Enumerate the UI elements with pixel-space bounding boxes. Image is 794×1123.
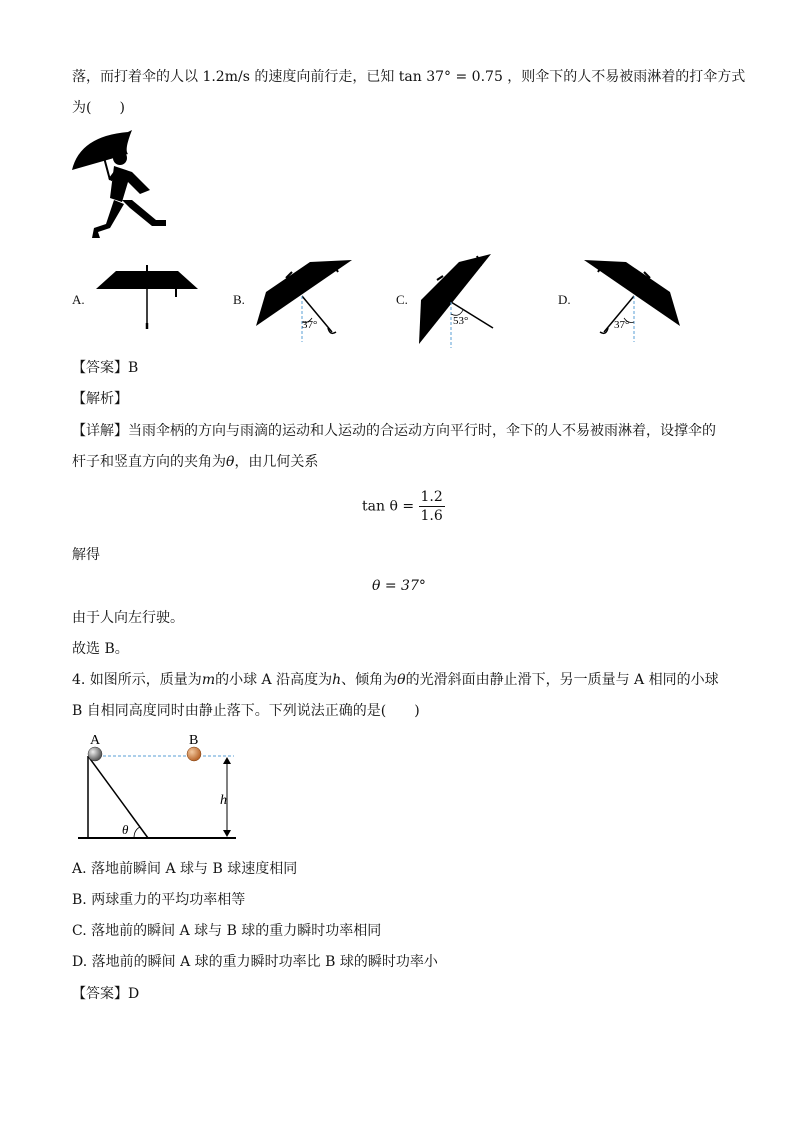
q4-answer: [72, 984, 139, 1004]
answer-value: B: [128, 360, 139, 376]
equation-tan-theta: [362, 488, 445, 525]
q3-text-line1: 落，而打着伞的人以 1.2m/s 的速度向前行走，已知 tan 37° = 0.75 ，则伞下的人不易被雨淋着的打伞方式: [72, 69, 746, 85]
q4-line1-d: 的光滑斜面由静止滑下，另一质量与 A 相同的小球: [405, 672, 719, 688]
q3-text-line2: 为( ): [72, 100, 125, 116]
q3-option-c-letter: C.: [396, 292, 408, 307]
q3-detail-line2: [72, 452, 318, 472]
q3-detail-line1: [72, 421, 716, 441]
option-b-angle: 37°: [302, 319, 318, 331]
detail-line2-post: ，由几何关系: [234, 454, 319, 470]
umbrella-tilt-left-37-icon: [252, 256, 356, 342]
q4-option-c: C. 落地前的瞬间 A 球与 B 球的重力瞬时功率相同: [72, 923, 382, 939]
q3-option-a-letter: A.: [72, 292, 85, 307]
running-man-umbrella-figure: [70, 128, 170, 240]
detail-text: 当雨伞柄的方向与雨滴的运动和人运动的合运动方向平行时，伞下的人不易被雨淋着，设撑伞的: [128, 423, 716, 439]
option-d-angle: 37°: [614, 319, 630, 331]
label-theta: θ: [122, 822, 129, 837]
umbrella-upright-icon: [94, 265, 200, 335]
q3-option-b-letter: B.: [233, 292, 245, 307]
ball-a: [88, 747, 102, 761]
q3-choose: 故选 B。: [72, 641, 129, 657]
detail-tag: 【详解】: [72, 423, 128, 439]
q4-answer-value: D: [128, 986, 140, 1002]
q3-analysis-tag: 【解析】: [72, 391, 128, 407]
umbrella-tilt-left-53-icon: [415, 252, 495, 348]
answer-tag: 【答案】: [72, 360, 128, 376]
option-c-angle: 53°: [453, 315, 469, 327]
q4-line1-c: 、倾角为: [341, 672, 398, 688]
height-symbol: h: [332, 672, 342, 688]
theta-symbol: θ: [226, 454, 235, 470]
q4-option-a: A. 落地前瞬间 A 球与 B 球速度相同: [72, 861, 298, 877]
q4-option-d: D. 落地前的瞬间 A 球的重力瞬时功率比 B 球的瞬时功率小: [72, 954, 438, 970]
ball-b: [187, 747, 201, 761]
q4-text-line1: [72, 670, 719, 690]
eq1-numerator: 1.2: [420, 489, 443, 505]
detail-line2-pre: 杆子和竖直方向的夹角为: [72, 454, 226, 470]
q4-answer-tag: 【答案】: [72, 986, 128, 1002]
incline-figure: [74, 730, 244, 846]
q3-option-d-letter: D.: [558, 292, 571, 307]
equation-theta-37: θ = 37°: [372, 578, 426, 594]
q4-text-line2: B 自相同高度同时由静止落下。下列说法正确的是( ): [72, 703, 420, 719]
label-a: A: [90, 733, 101, 748]
eq1-denominator: 1.6: [420, 508, 443, 524]
q4-option-b: B. 两球重力的平均功率相等: [72, 892, 246, 908]
eq1-fraction: [419, 488, 445, 525]
angle-symbol: θ: [397, 672, 406, 688]
eq1-lhs: tan θ =: [362, 498, 415, 515]
umbrella-tilt-right-37-icon: [580, 256, 684, 342]
q3-answer: [72, 358, 138, 378]
label-b: B: [189, 733, 199, 748]
q3-solve-label: 解得: [72, 547, 100, 563]
q4-line1-a: 4. 如图所示，质量为: [72, 672, 202, 688]
mass-symbol: m: [201, 672, 216, 688]
label-h: h: [220, 793, 227, 808]
q3-conclusion: 由于人向左行驶。: [72, 610, 184, 626]
q4-line1-b: 的小球 A 沿高度为: [215, 672, 333, 688]
